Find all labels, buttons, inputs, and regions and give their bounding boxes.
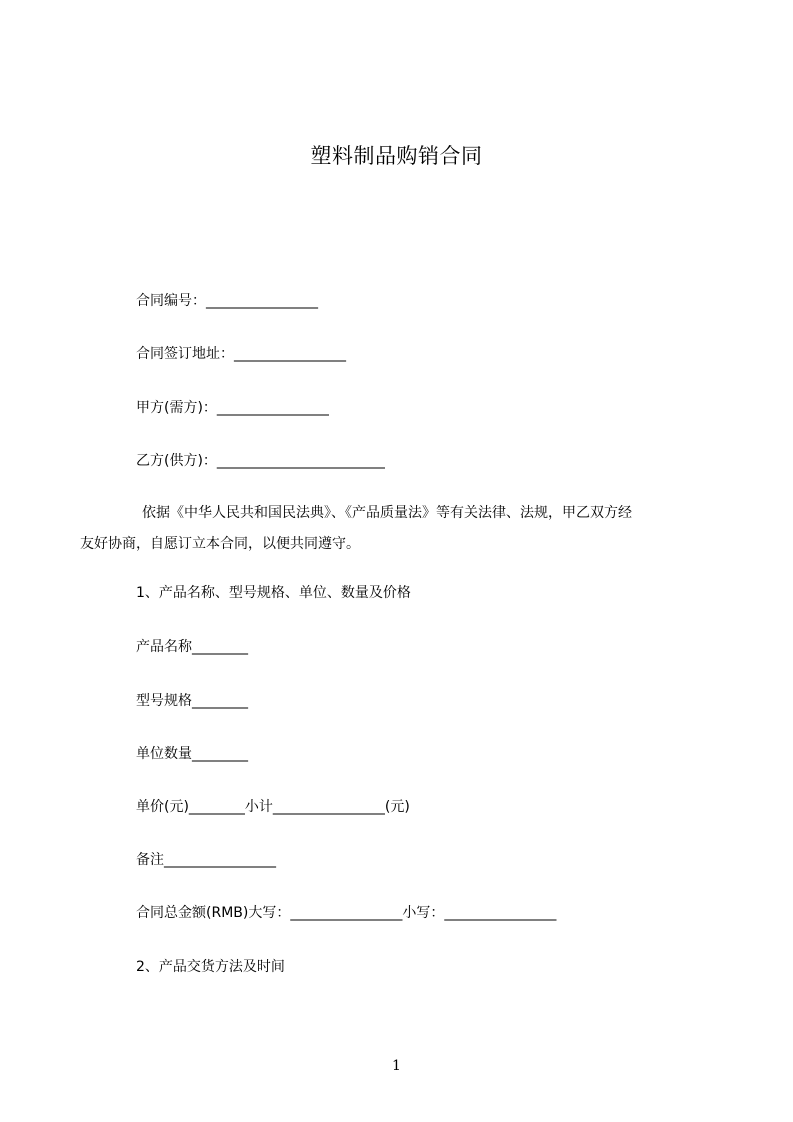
model-spec-field: 型号规格________: [136, 693, 248, 709]
section-1-heading: 1、产品名称、型号规格、单位、数量及价格: [136, 585, 411, 601]
product-name-field: 产品名称________: [136, 639, 248, 655]
section-2-heading: 2、产品交货方法及时间: [136, 959, 285, 975]
unit-price-field: 单价(元)________小计________________(元): [136, 799, 410, 815]
party-b-field: 乙方(供方)：________________________: [136, 453, 385, 469]
signing-address-field: 合同签订地址：________________: [136, 346, 346, 362]
contract-number-field: 合同编号：________________: [136, 293, 318, 309]
total-amount-field: 合同总金额(RMB)大写：________________小写：________________: [136, 905, 557, 921]
party-a-field: 甲方(需方)：________________: [136, 400, 329, 416]
unit-quantity-field: 单位数量________: [136, 746, 248, 762]
document-title: 塑料制品购销合同: [310, 144, 483, 168]
preamble-line-1: 依据《中华人民共和国民法典》、《产品质量法》等有关法律、法规，甲乙双方经: [142, 505, 632, 521]
remarks-field: 备注________________: [136, 852, 276, 868]
preamble-line-2: 友好协商，自愿订立本合同，以便共同遵守。: [80, 536, 360, 552]
preamble-paragraph: [80, 498, 716, 560]
page-number: 1: [392, 1058, 401, 1074]
